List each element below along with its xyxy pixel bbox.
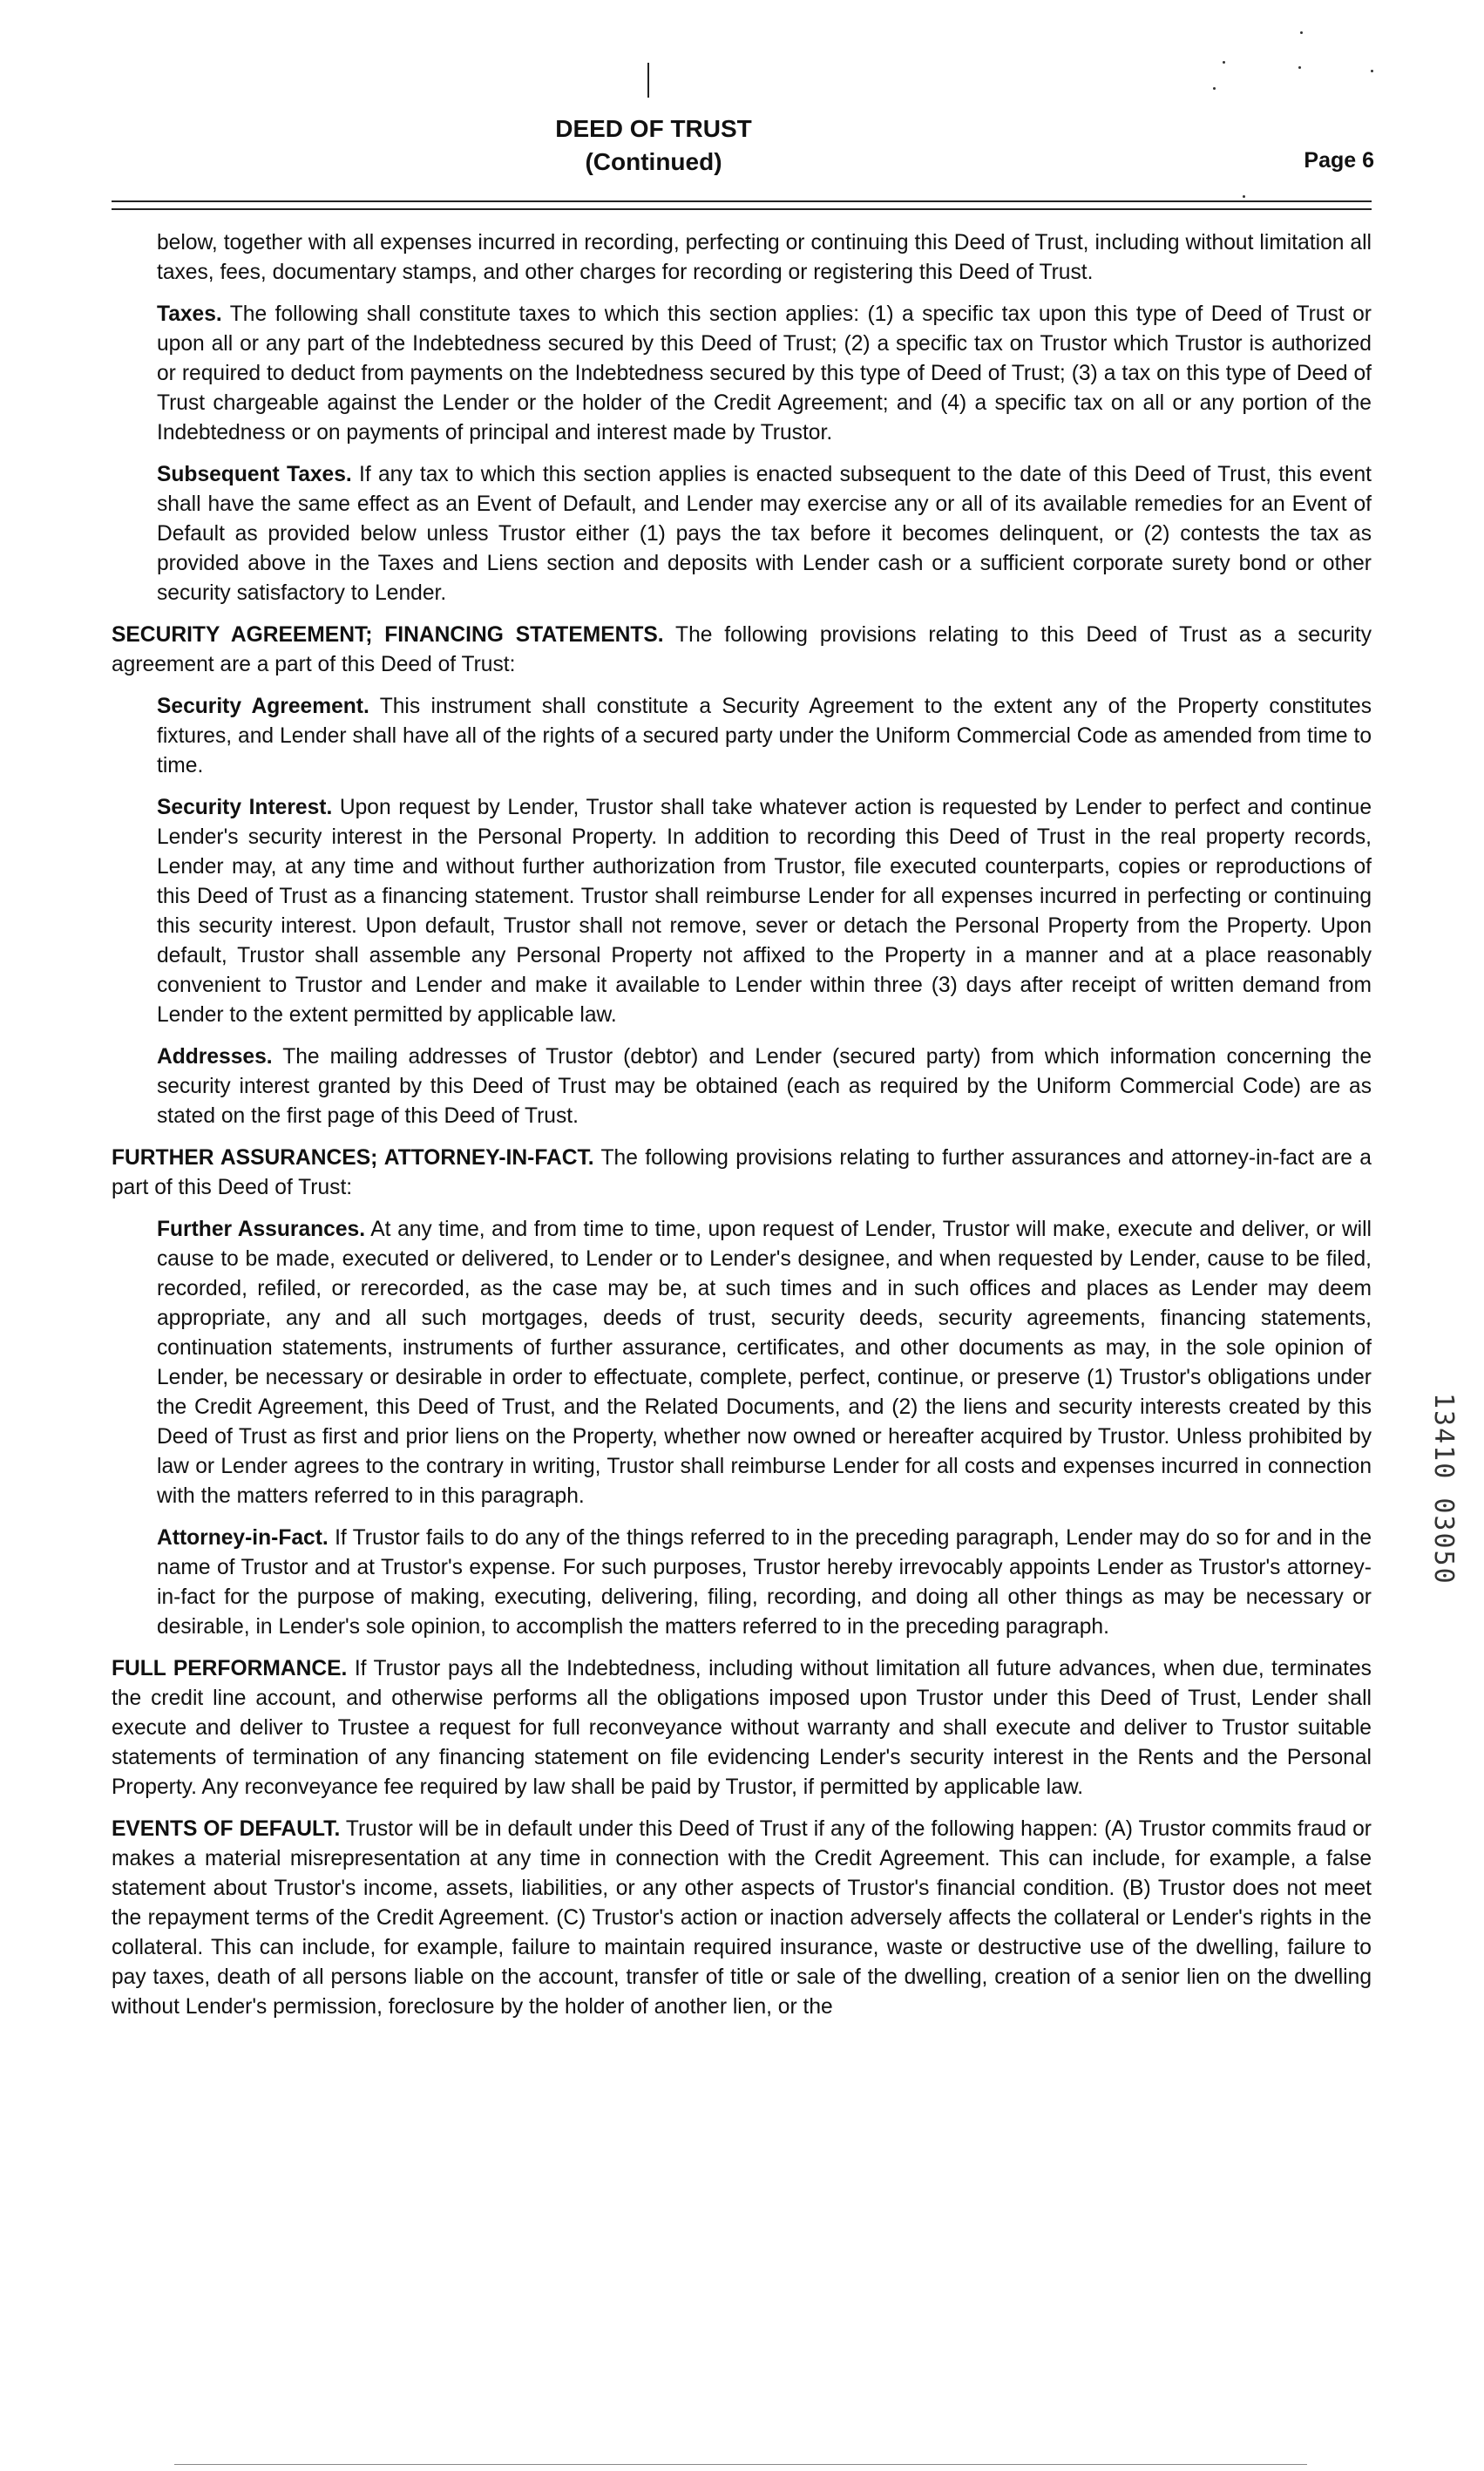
document-body — [112, 228, 1372, 2034]
scan-speck — [1223, 61, 1225, 64]
scan-speck — [1243, 195, 1245, 198]
paragraph-heading: Security Agreement. — [157, 695, 369, 718]
paragraph-heading: Taxes. — [157, 302, 222, 326]
section-heading: FULL PERFORMANCE. — [112, 1657, 348, 1680]
section-further-assurances — [112, 1144, 1372, 1203]
paragraph-further-assurances — [157, 1215, 1372, 1511]
paragraph-heading: Addresses. — [157, 1045, 273, 1069]
document-title: DEED OF TRUST — [555, 115, 752, 142]
paragraph-continued — [157, 228, 1372, 288]
section-heading: FURTHER ASSURANCES; ATTORNEY-IN-FACT. — [112, 1146, 594, 1170]
header-rule-top — [112, 200, 1372, 202]
paragraph-text: This instrument shall constitute a Security Agreement to the extent any of the Property constitutes fixtures, and Lender shall have all of the rights of a secured party under the Uniform Commercial Code as amended from time to time. — [157, 695, 1372, 777]
scan-speck — [1213, 87, 1216, 90]
recording-stamp-number: 13410 03050 — [1428, 1393, 1459, 1585]
paragraph-subsequent-taxes — [157, 460, 1372, 608]
section-text: Trustor will be in default under this Deed of Trust if any of the following happen: (A) Trustor commits fraud or makes a material misrepresentation at any time in connection with the Credit Agreement. This can include, for example, a false statement about Trustor's income, assets, liabilities, or any other aspects of Trustor's financial condition. (B) Trustor does not meet the repayment terms of the Credit Agreement. (C) Trustor's action or inaction adversely affects the collateral or Lender's rights in the collateral. This can include, for example, failure to maintain required insurance, waste or destructive use of the dwelling, failure to pay taxes, death of all persons liable on the account, transfer of title or sale of the dwelling, creation of a senior lien on the dwelling without Lender's permission, foreclosure by the holder of another lien, or the — [112, 1817, 1372, 2019]
paragraph-heading: Subsequent Taxes. — [157, 463, 352, 486]
paragraph-text: The mailing addresses of Trustor (debtor) and Lender (secured party) from which information concerning the security interest granted by this Deed of Trust may be obtained (each as required by the Uniform Commercial Code) are as stated on the first page of this Deed of Trust. — [157, 1045, 1372, 1128]
section-heading: SECURITY AGREEMENT; FINANCING STATEMENTS. — [112, 623, 664, 647]
paragraph-text: At any time, and from time to time, upon request of Lender, Trustor will make, execute and deliver, or will cause to be made, executed or delivered, to Lender or to Lender's designee, and when requested by Lender, cause to be filed, recorded, refiled, or rerecorded, as the case may be, at such times and in such offices and places as Lender may deem appropriate, any and all such mortgages, deeds of trust, security deeds, security agreements, financing statements, continuation statements, instruments of further assurance, certificates, and other documents as may, in the sole opinion of Lender, be necessary or desirable in order to effectuate, complete, perfect, continue, or preserve (1) Trustor's obligations under the Credit Agreement, this Deed of Trust, and the Related Documents, and (2) the liens and security interests created by this Deed of Trust as first and prior liens on the Property, whether now owned or hereafter acquired by Trustor. Unless prohibited by law or Lender agrees to the contrary in writing, Trustor shall reimburse Lender for all costs and expenses incurred in connection with the matters referred to in this paragraph. — [157, 1218, 1372, 1508]
paragraph-text: Upon request by Lender, Trustor shall take whatever action is requested by Lender to perfect and continue Lender's security interest in the Personal Property. In addition to recording this Deed of Trust in the real property records, Lender may, at any time and without further authorization from Trustor, file executed counterparts, copies or reproductions of this Deed of Trust as a financing statement. Trustor shall reimburse Lender for all expenses incurred in perfecting or continuing this security interest. Upon default, Trustor shall not remove, sever or detach the Personal Property from the Property. Upon default, Trustor shall assemble any Personal Property not affixed to the Property in a manner and at a place reasonably convenient to Trustor and Lender and make it available to Lender within three (3) days after receipt of written demand from Lender to the extent permitted by applicable law. — [157, 796, 1372, 1027]
section-text: The following provisions relating to this Deed of Trust as a security agreement are a part of this Deed of Trust: — [112, 623, 1372, 676]
scan-speck — [1298, 66, 1301, 69]
paragraph-attorney-in-fact — [157, 1524, 1372, 1642]
header-rule-bottom — [112, 208, 1372, 210]
scan-speck — [1371, 70, 1373, 72]
document-subtitle: (Continued) — [585, 148, 722, 175]
section-full-performance — [112, 1654, 1372, 1802]
paragraph-security-interest — [157, 793, 1372, 1030]
paragraph-text: The following shall constitute taxes to which this section applies: (1) a specific tax upon this type of Deed of Trust or upon all or any part of the Indebtedness secured by this Deed of Trust; (2) a specific tax on Trustor which Trustor is authorized or required to deduct from payments on the Indebtedness secured by this type of Deed of Trust; (3) a tax on this type of Deed of Trust chargeable against the Lender or the holder of the Credit Agreement; and (4) a specific tax on all or any portion of the Indebtedness or on payments of principal and interest made by Trustor. — [157, 302, 1372, 445]
section-text: The following provisions relating to further assurances and attorney-in-fact are a part of this Deed of Trust: — [112, 1146, 1372, 1199]
paragraph-addresses — [157, 1042, 1372, 1131]
header-tick-mark — [647, 63, 649, 98]
scan-speck — [1300, 31, 1303, 34]
page-number: Page 6 — [1304, 148, 1374, 173]
paragraph-text: below, together with all expenses incurred in recording, perfecting or continuing this Deed of Trust, including without limitation all taxes, fees, documentary stamps, and other charges for recording or registering this Deed of Trust. — [157, 231, 1372, 284]
section-events-of-default — [112, 1815, 1372, 2022]
section-security-agreement — [112, 621, 1372, 680]
paragraph-text: If any tax to which this section applies is enacted subsequent to the date of this Deed of Trust, this event shall have the same effect as an Event of Default, and Lender may exercise any or all of its available remedies for an Event of Default as provided below unless Trustor either (1) pays the tax before it becomes delinquent, or (2) contests the tax as provided above in the Taxes and Liens section and deposits with Lender cash or a sufficient corporate surety bond or other security satisfactory to Lender. — [157, 463, 1372, 605]
paragraph-text: If Trustor fails to do any of the things referred to in the preceding paragraph, Lender may do so for and in the name of Trustor and at Trustor's expense. For such purposes, Trustor hereby irrevocably appoints Lender as Trustor's attorney-in-fact for the purpose of making, executing, delivering, filing, recording, and doing all other things as may be necessary or desirable, in Lender's sole opinion, to accomplish the matters referred to in the preceding paragraph. — [157, 1526, 1372, 1639]
paragraph-heading: Further Assurances. — [157, 1218, 366, 1241]
paragraph-taxes — [157, 300, 1372, 448]
paragraph-security-agreement — [157, 692, 1372, 781]
paragraph-heading: Attorney-in-Fact. — [157, 1526, 329, 1550]
paragraph-heading: Security Interest. — [157, 796, 333, 819]
section-heading: EVENTS OF DEFAULT. — [112, 1817, 341, 1841]
bottom-edge-line — [174, 2464, 1307, 2465]
section-text: If Trustor pays all the Indebtedness, including without limitation all future advances, when due, terminates the credit line account, and otherwise performs all the obligations imposed upon Trustor under this Deed of Trust, Lender shall execute and deliver to Trustee a request for full reconveyance without warranty and shall execute and deliver to Trustor suitable statements of termination of any financing statement on file evidencing Lender's security interest in the Rents and the Personal Property. Any reconveyance fee required by law shall be paid by Trustor, if permitted by applicable law. — [112, 1657, 1372, 1799]
